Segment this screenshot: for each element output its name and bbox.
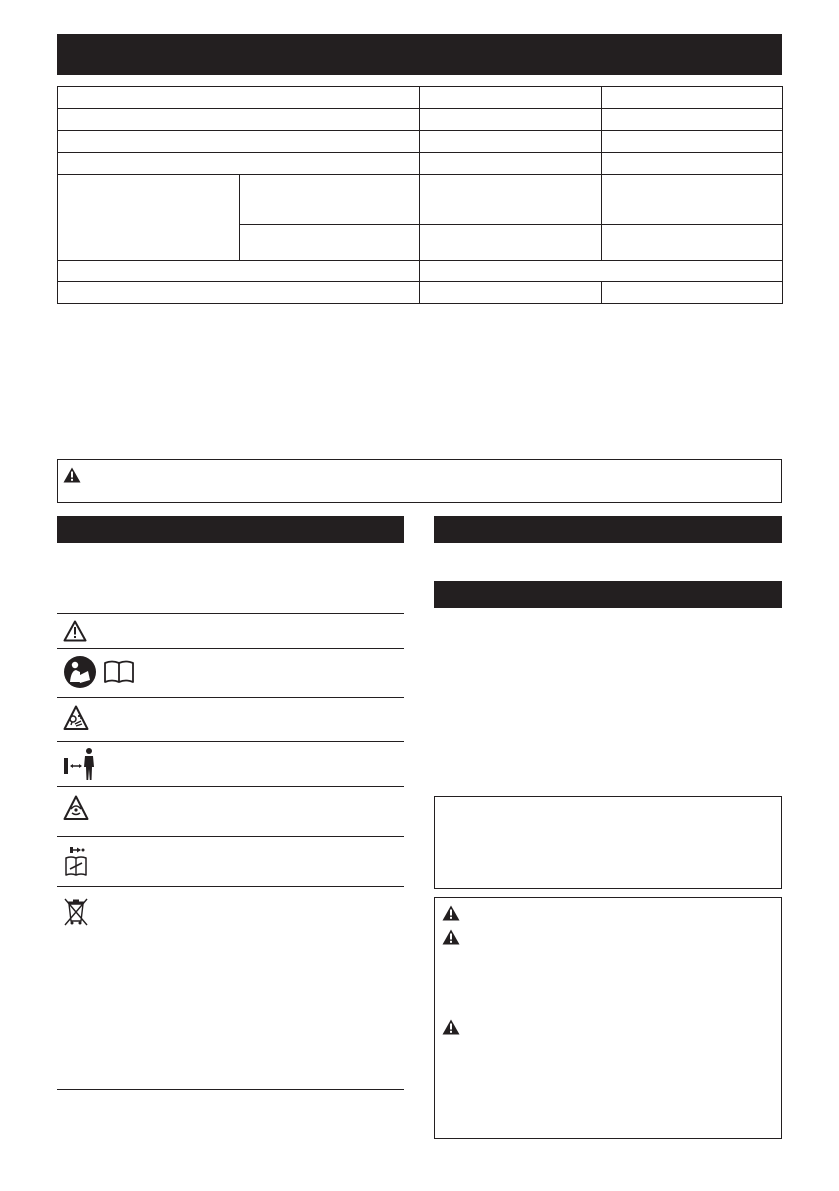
hearing-protection-icon <box>63 795 89 821</box>
list-item <box>57 786 404 836</box>
table-row <box>58 282 783 304</box>
table-cell <box>602 225 783 261</box>
crossed-bin-recycling-icon <box>63 897 89 927</box>
table-cell <box>602 282 783 304</box>
table-cell <box>420 153 602 175</box>
intended-use-header-bar <box>434 516 782 543</box>
safety-warnings-box <box>434 897 782 1139</box>
maintenance-manual-icon <box>63 845 89 877</box>
warning-triangle-icon <box>442 905 460 921</box>
table-row <box>58 109 783 131</box>
table-row <box>58 153 783 175</box>
table-cell <box>420 225 602 261</box>
table-cell <box>420 109 602 131</box>
warning-triangle-icon <box>63 467 81 483</box>
keep-distance-icon <box>63 747 97 781</box>
table-cell <box>58 153 420 175</box>
table-cell <box>420 87 602 109</box>
table-cell <box>602 87 783 109</box>
warning-triangle-icon <box>442 929 460 945</box>
table-cell <box>58 109 420 131</box>
list-item <box>57 648 404 697</box>
list-item <box>57 613 404 648</box>
table-cell <box>602 109 783 131</box>
list-item <box>57 741 404 786</box>
table-cell <box>420 175 602 225</box>
caution-triangle-icon <box>63 620 87 642</box>
table-cell <box>58 175 240 261</box>
table-cell <box>58 282 420 304</box>
table-cell <box>420 282 602 304</box>
warning-notice-box <box>57 459 782 503</box>
specifications-header-bar <box>57 34 782 75</box>
table-row <box>58 87 783 109</box>
table-cell <box>602 153 783 175</box>
table-cell <box>58 131 420 153</box>
table-row <box>58 175 783 225</box>
table-row <box>58 261 783 282</box>
table-cell <box>602 131 783 153</box>
list-item <box>57 886 404 1090</box>
symbols-header-bar <box>57 516 404 543</box>
table-row <box>58 131 783 153</box>
safety-warnings-header-bar <box>434 581 782 608</box>
flying-objects-icon <box>63 705 89 731</box>
table-cell <box>240 225 420 261</box>
table-cell <box>602 175 783 225</box>
list-item <box>57 697 404 741</box>
symbols-list <box>57 613 404 1090</box>
notice-box <box>434 796 782 889</box>
table-cell <box>420 261 783 282</box>
specifications-table <box>57 86 783 304</box>
list-item <box>57 836 404 886</box>
table-cell <box>58 261 420 282</box>
table-cell <box>58 87 420 109</box>
read-manual-icon <box>63 655 135 689</box>
table-cell <box>420 131 602 153</box>
table-cell <box>240 175 420 225</box>
warning-triangle-icon <box>442 1019 460 1035</box>
